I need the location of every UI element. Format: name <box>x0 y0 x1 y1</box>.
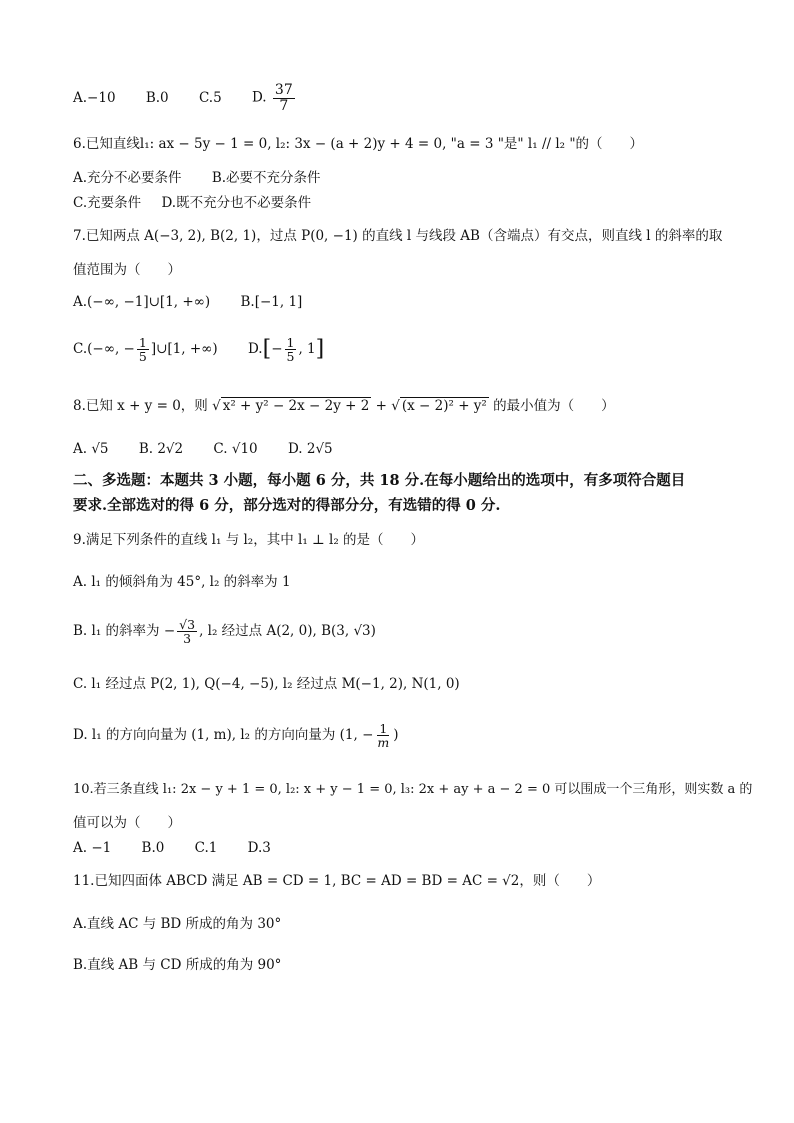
q6-option-a: A.充分不必要条件 <box>73 170 182 186</box>
q11-option-a: A.直线 AC 与 BD 所成的角为 30° <box>73 916 282 932</box>
q8-stem: 8.已知 x + y = 0，则 √ x² + y² − 2x − 2y + 2 + √ (x − 2)² + y² 的最小值为（ ） <box>73 398 615 414</box>
q8-option-a: A. √5 <box>73 441 109 457</box>
q7-option-c-label: C. <box>73 341 88 358</box>
q5-frac-num: 37 <box>274 82 293 98</box>
q9-b-suffix: , l₂ 经过点 A(2, 0), B(3, √3) <box>199 623 376 640</box>
q7-d-frac-num: 1 <box>286 335 295 350</box>
q9-b-fraction <box>177 618 197 645</box>
q9-d-close: ) <box>393 727 399 744</box>
q6-option-d: D.既不充分也不必要条件 <box>161 195 312 211</box>
q8-radicand-2: (x − 2)² + y² <box>401 398 487 414</box>
q7-option-c-fraction <box>137 336 149 363</box>
q10-option-b: B.0 <box>141 840 165 856</box>
q9-option-a: A. l₁ 的倾斜角为 45°, l₂ 的斜率为 1 <box>73 574 291 590</box>
q5-option-d: D. <box>251 89 267 106</box>
q9-option-d <box>73 722 399 749</box>
q6-option-c: C.充要条件 <box>73 195 142 211</box>
q11-stem: 11.已知四面体 ABCD 满足 AB = CD = 1, BC = AD = BD = AC = √2，则（ ） <box>73 873 601 889</box>
q7-d-bracket-close: ] <box>315 336 325 362</box>
q8-options <box>73 441 333 457</box>
q8-suffix: 的最小值为（ ） <box>493 398 615 414</box>
q7-option-d-part2: , 1 <box>298 341 316 358</box>
q8-radicand-1: x² + y² − 2x − 2y + 2 <box>222 398 370 414</box>
q11-option-b: B.直线 AB 与 CD 所成的角为 90° <box>73 957 282 973</box>
q5-option-c: C.5 <box>198 89 222 106</box>
q7-c-frac-num: 1 <box>138 335 147 350</box>
q8-option-c: C. √10 <box>213 441 258 457</box>
q7-d-frac-den: 5 <box>286 349 295 365</box>
q7-option-b: B.[−1, 1] <box>240 294 303 310</box>
q6-options-row2 <box>73 195 311 211</box>
section2-heading-line2: 要求.全部选对的得 6 分，部分选对的得部分分，有选错的得 0 分. <box>73 497 501 514</box>
q8-option-b: B. 2√2 <box>138 441 184 457</box>
q5-option-b: B.0 <box>145 89 169 106</box>
q9-option-c: C. l₁ 经过点 P(2, 1), Q(−4, −5), l₂ 经过点 M(−1, 2), N(1, 0) <box>73 676 460 692</box>
q9-d-open: (1, − <box>339 727 374 744</box>
q8-prefix: 8.已知 x + y = 0，则 <box>73 398 208 414</box>
q9-d-prefix: D. l₁ 的方向向量为 (1, m), l₂ 的方向向量为 <box>73 727 336 744</box>
q10-stem-line1: 10.若三条直线 l₁: 2x − y + 1 = 0, l₂: x + y − 1 = 0, l₃: 2x + ay + a − 2 = 0 可以围成一个三角形，则实数 a 的 <box>73 782 753 797</box>
q7-stem-line1: 7.已知两点 A(−3, 2), B(2, 1)，过点 P(0, −1) 的直线 l 与线段 AB（含端点）有交点，则直线 l 的斜率的取 <box>73 228 723 244</box>
q5-frac-den: 7 <box>279 97 289 114</box>
q7-options-row2: C.(−∞, − $\frac{1}{5}$ ]∪[1, +∞) D.[− $\frac{1}{5}$ , 1] <box>73 335 325 365</box>
q10-option-c: C.1 <box>194 840 218 856</box>
q9-stem: 9.满足下列条件的直线 l₁ 与 l₂，其中 l₁ ⊥ l₂ 的是（ ） <box>73 532 425 548</box>
q9-d-frac-num: 1 <box>379 721 388 736</box>
q10-option-a: A. −1 <box>73 840 112 856</box>
q7-option-a: A.(−∞, −1]∪[1, +∞) <box>73 294 211 310</box>
q9-d-fraction <box>375 722 391 749</box>
q7-d-bracket-open: [ <box>262 336 272 362</box>
q5-option-a: A.−10 <box>73 89 116 106</box>
q7-option-c-part1: (−∞, − <box>87 341 135 358</box>
q5-option-d-fraction <box>273 83 295 113</box>
q10-options <box>73 840 271 856</box>
q7-stem-line2: 值范围为（ ） <box>73 262 181 278</box>
section2-heading-line1: 二、多选题：本题共 3 小题，每小题 6 分，共 18 分.在每小题给出的选项中，有多项符合题目 <box>73 472 686 489</box>
q10-stem-line2: 值可以为（ ） <box>73 815 181 831</box>
q9-option-b <box>73 618 376 645</box>
q7-option-d-fraction <box>285 336 297 363</box>
q7-option-c-part2: ]∪[1, +∞) <box>150 341 218 358</box>
q5-options <box>73 83 297 113</box>
q7-option-d-label: D. <box>247 341 263 358</box>
q8-option-d: D. 2√5 <box>287 441 333 457</box>
q6-stem: 6.已知直线l₁: ax − 5y − 1 = 0, l₂: 3x − (a + 2)y + 4 = 0, "a = 3 "是" l₁ // l₂ "的（ ） <box>73 136 644 152</box>
q7-options-row1 <box>73 294 302 310</box>
q6-options-row1 <box>73 170 321 186</box>
q9-d-frac-den: m <box>377 735 390 751</box>
q9-b-frac-num: √3 <box>179 617 196 632</box>
q7-c-frac-den: 5 <box>138 349 147 365</box>
q6-option-b: B.必要不充分条件 <box>211 170 321 186</box>
q9-b-prefix: B. l₁ 的斜率为 − <box>73 623 176 640</box>
q9-b-frac-den: 3 <box>183 631 192 647</box>
q10-option-d: D.3 <box>247 840 271 856</box>
